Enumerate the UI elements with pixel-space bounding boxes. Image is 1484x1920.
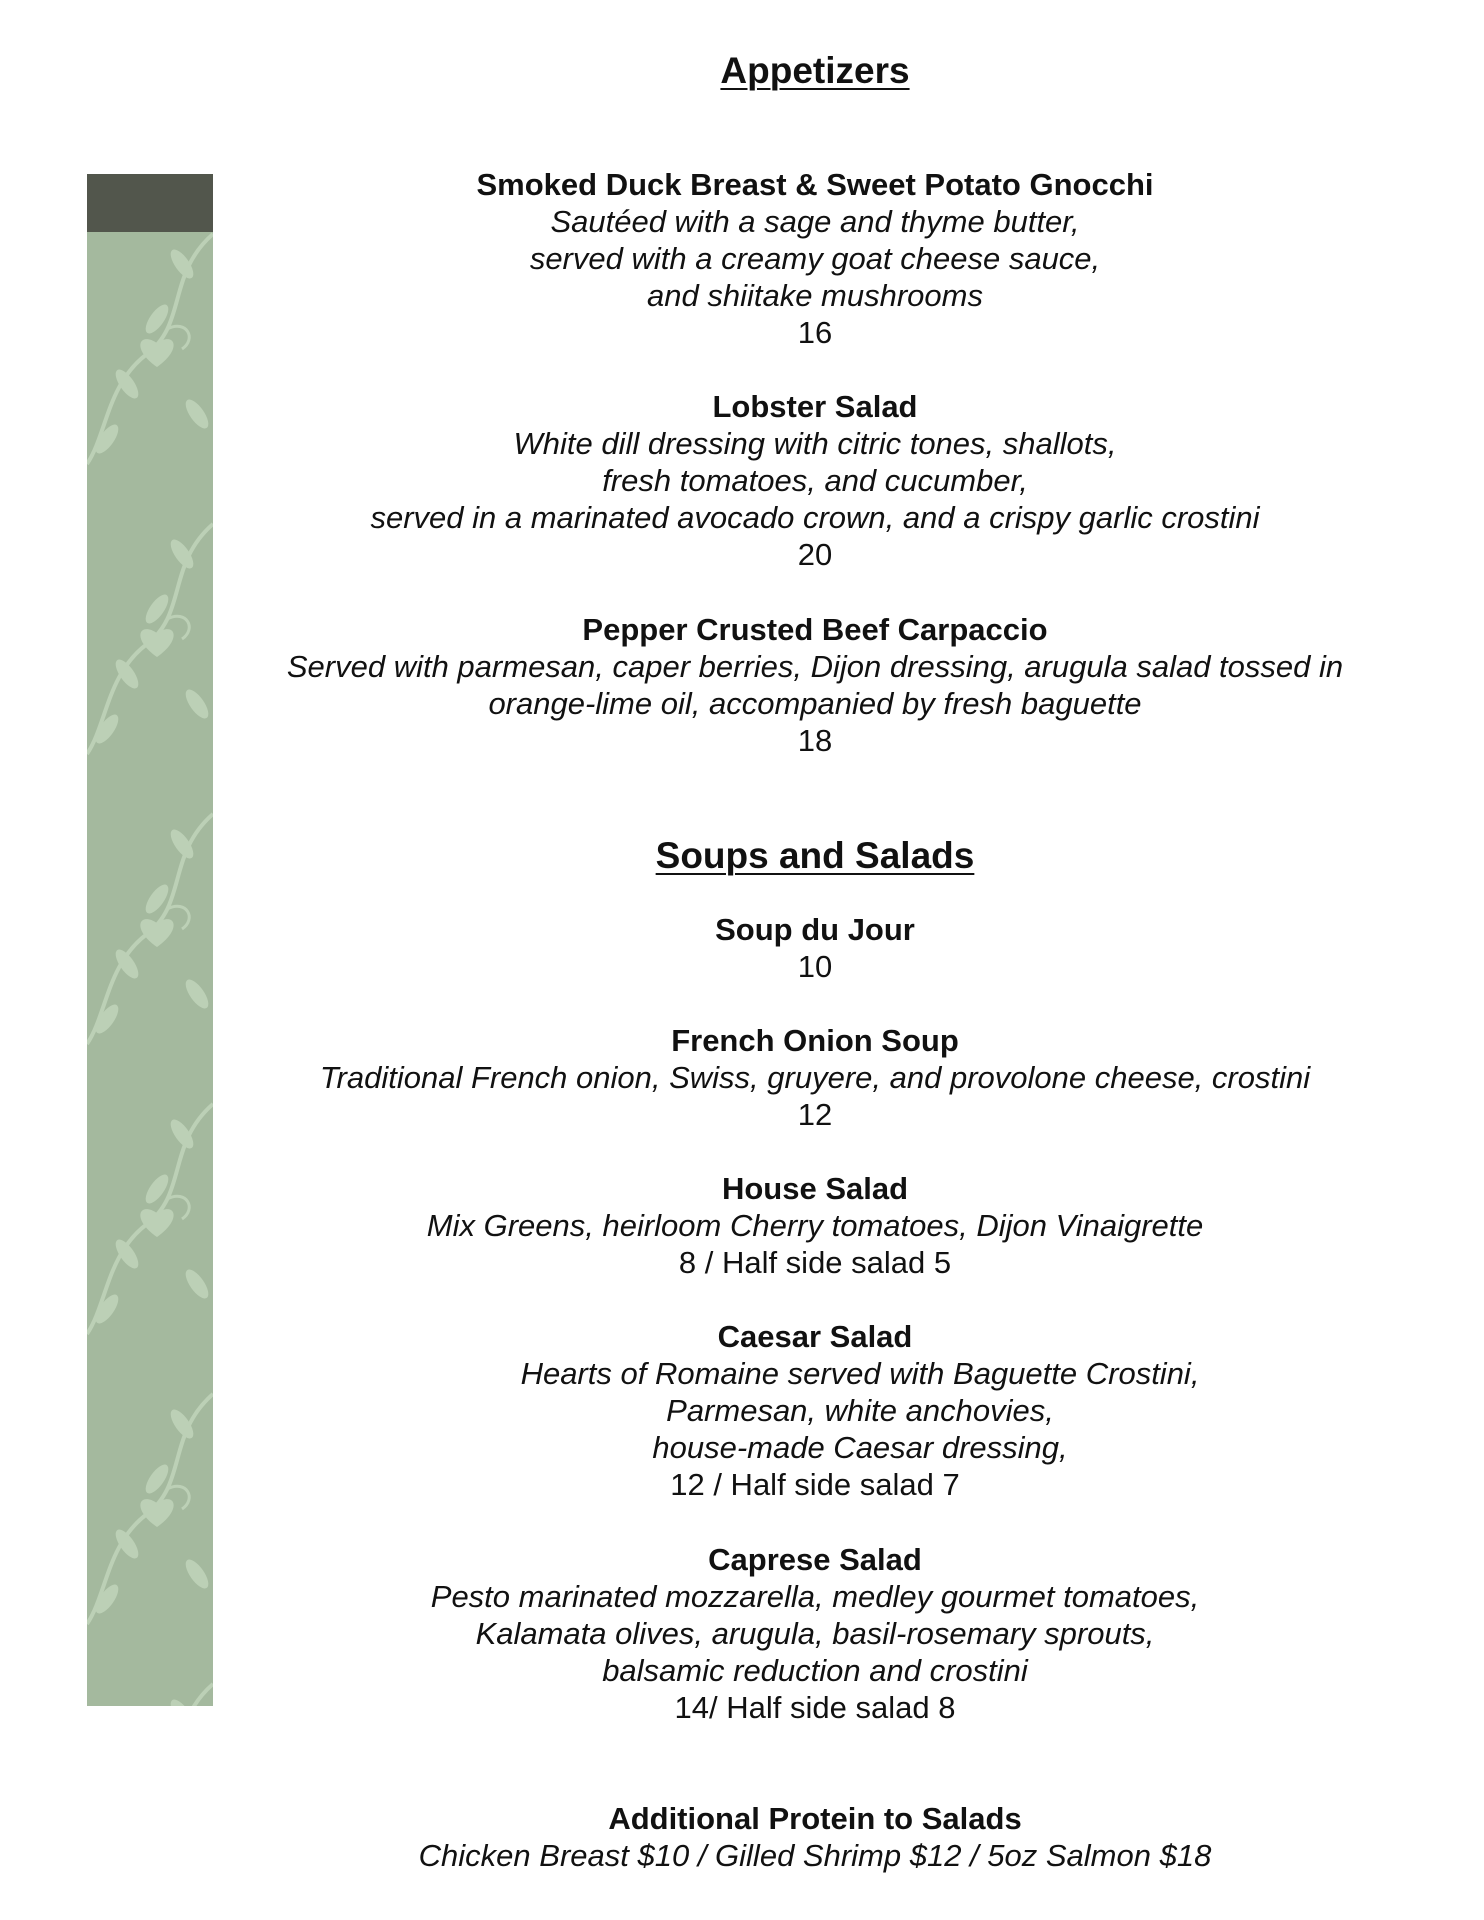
- item-name: Additional Protein to Salads: [608, 1801, 1022, 1836]
- menu-item-duck-gnocchi: [230, 166, 1400, 351]
- section-title-soups-salads: Soups and Salads: [655, 835, 975, 876]
- item-description-line: Hearts of Romaine served with Baguette Crostini,: [520, 1356, 1200, 1391]
- item-description-line: Parmesan, white anchovies,: [666, 1393, 1054, 1428]
- decorative-side-band: [87, 174, 213, 1706]
- item-description-line: Chicken Breast $10 / Gilled Shrimp $12 / 5oz Salmon $18: [418, 1838, 1212, 1873]
- item-description-line: served in a marinated avocado crown, and a crispy garlic crostini: [370, 500, 1260, 535]
- item-description-line: Kalamata olives, arugula, basil-rosemary sprouts,: [475, 1616, 1155, 1651]
- item-description-line: Sautéed with a sage and thyme butter,: [550, 204, 1080, 239]
- item-description-line: Mix Greens, heirloom Cherry tomatoes, Dijon Vinaigrette: [426, 1208, 1204, 1243]
- menu-item-house-salad: [230, 1170, 1400, 1281]
- menu-item-caprese-salad: [230, 1541, 1400, 1726]
- item-name: Caesar Salad: [717, 1319, 913, 1354]
- item-name: House Salad: [721, 1171, 909, 1206]
- item-description-line: orange-lime oil, accompanied by fresh baguette: [488, 686, 1142, 721]
- item-price: 16: [797, 315, 833, 350]
- item-description-line: White dill dressing with citric tones, shallots,: [513, 426, 1117, 461]
- item-price: 10: [797, 949, 833, 984]
- menu-item-soup-du-jour: [230, 911, 1400, 985]
- item-name: Smoked Duck Breast & Sweet Potato Gnocchi: [476, 167, 1154, 202]
- item-price: 12 / Half side salad 7: [670, 1467, 960, 1502]
- item-name: Pepper Crusted Beef Carpaccio: [582, 612, 1048, 647]
- menu-item-additional-protein: [230, 1800, 1400, 1874]
- item-description-line: served with a creamy goat cheese sauce,: [529, 241, 1101, 276]
- menu-item-french-onion-soup: [230, 1022, 1400, 1133]
- item-name: Caprese Salad: [708, 1542, 922, 1577]
- item-description-line: Traditional French onion, Swiss, gruyere, and provolone cheese, crostini: [319, 1060, 1311, 1095]
- item-description-line: house-made Caesar dressing,: [652, 1430, 1068, 1465]
- item-price: 14/ Half side salad 8: [674, 1690, 956, 1725]
- section-title-appetizers: Appetizers: [720, 50, 910, 91]
- item-description-line: Pesto marinated mozzarella, medley gourmet tomatoes,: [430, 1579, 1200, 1614]
- item-price: 18: [797, 723, 833, 758]
- item-name: French Onion Soup: [671, 1023, 959, 1058]
- item-price: 20: [797, 537, 833, 572]
- item-description-line: Served with parmesan, caper berries, Dijon dressing, arugula salad tossed in: [286, 649, 1344, 684]
- item-description-line: fresh tomatoes, and cucumber,: [602, 463, 1028, 498]
- menu-item-beef-carpaccio: [230, 611, 1400, 759]
- menu-item-caesar-salad: [230, 1318, 1400, 1503]
- leaf-heart-vine-icon: [87, 174, 213, 1706]
- item-price: 8 / Half side salad 5: [678, 1245, 952, 1280]
- item-name: Lobster Salad: [712, 389, 918, 424]
- item-description-line: and shiitake mushrooms: [647, 278, 983, 313]
- item-name: Soup du Jour: [715, 912, 915, 947]
- item-description-line: balsamic reduction and crostini: [602, 1653, 1028, 1688]
- item-price: 12: [797, 1097, 833, 1132]
- menu-item-lobster-salad: [230, 388, 1400, 573]
